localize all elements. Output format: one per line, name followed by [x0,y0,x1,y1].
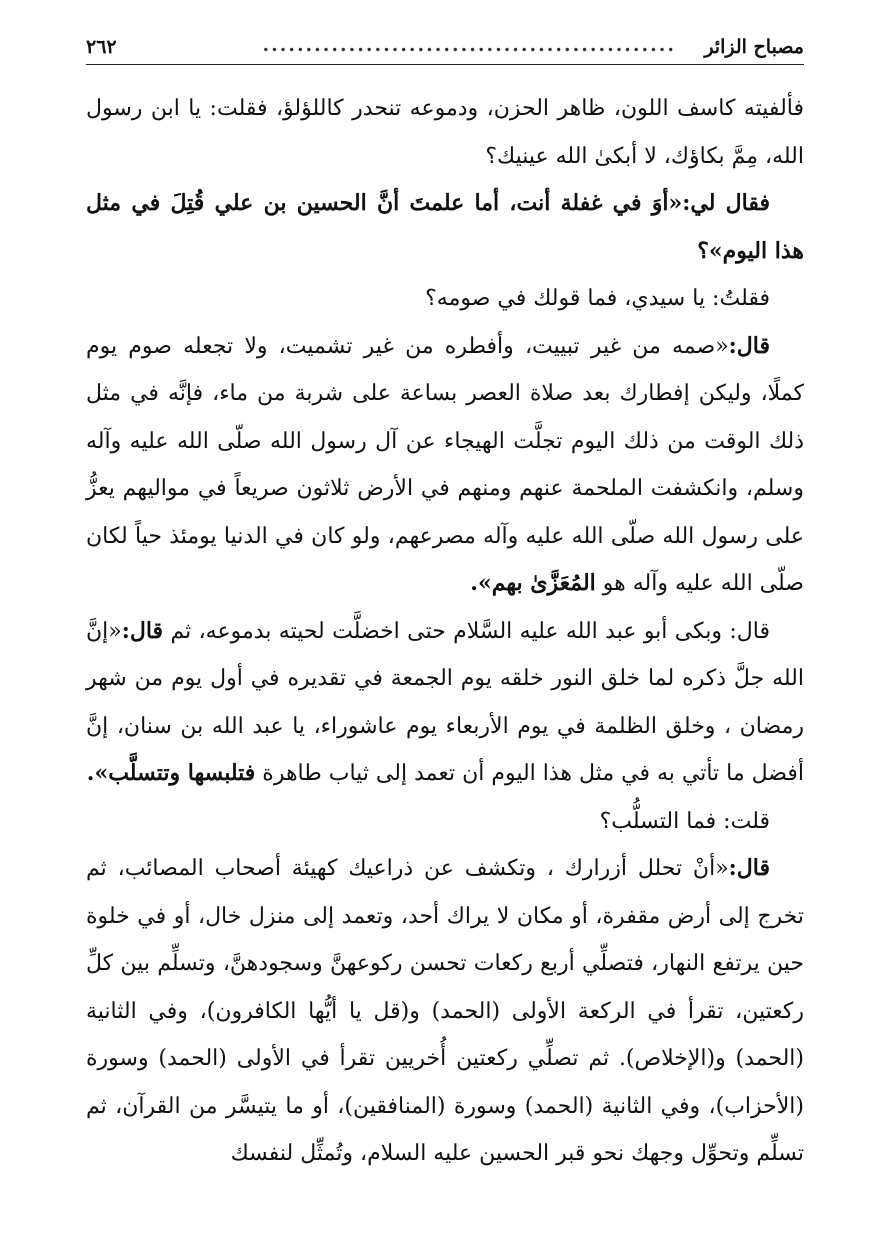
book-title: مصباح الزائر [704,36,804,58]
quote-text: «صمه من غير تبييت، وأفطره من غير تشميت، ولا تجعله صوم يوم كملًا، وليكن إفطارك بعد صلاة العصر بساعة على شربة من ماء، فإنَّه في مثل ذلك الوقت من ذلك اليوم تجلَّت الهيجاء عن آل رسول الله صلّى الله عليه وآله وسلم، وانكشفت الملحمة عنهم ومنهم في الأرض ثلاثون صريعاً في مواليهم يعزُّ على رسول الله صلّى الله عليه وآله مصرعهم، ولو كان في الدنيا يومئذ حياً لكان صلّى الله عليه وآله هو [86,333,804,596]
paragraph-4 [86,323,804,608]
paragraph-6: قلت: فما التسلُّب؟ [599,808,770,834]
quote-ending: فتلبسها وتتسلَّب». [86,760,256,786]
speaker-label: قال: [728,332,770,359]
paragraph-3: فقلتُ: يا سيدي، فما قولك في صومه؟ [425,286,770,311]
page-body [86,85,804,1178]
quote-text: «أوَ في غفلة أنت، أما علمتَ أنَّ الحسين بن علي قُتِلَ في مثل هذا اليوم»؟ [86,190,804,264]
dot-leader: ................................................ [262,34,676,56]
quote-text: «أنْ تحلل أزرارك ، وتكشف عن ذراعيك كهيئة أصحاب المصائب، ثم تخرج إلى أرض مقفرة، أو مكان لا يراك أحد، وتعمد إلى منزل خال، أو في خلوة حين يرتفع النهار، فتصلِّي أربع ركعات تحسن ركوعهنَّ وسجودهنَّ، وتسلِّم بين كلِّ ركعتين، تقرأ في الركعة الأولى (الحمد) و(قل يا أيُّها الكافرون)، وفي الثانية (الحمد) و(الإخلاص). ثم تصلِّي ركعتين أُخريين تقرأ في الأولى (الحمد) وسورة (الأحزاب)، وفي الثانية (الحمد) وسورة (المنافقين)، أو ما يتيسَّر من القرآن، ثم تسلِّم وتحوِّل وجهك نحو قبر الحسين عليه السلام، وتُمثِّل لنفسك [86,856,804,1166]
running-head [86,30,804,65]
book-page [86,30,804,1178]
speaker-label: قال: [728,855,770,881]
quote-text: «إنَّ الله جلَّ ذكره لما خلق النور خلقه يوم الجمعة في تقديره في أول يوم من شهر رمضان ، وخلق الظلمة في يوم الأربعاء يوم عاشوراء، يا عبد الله بن سنان، إنَّ أفضل ما تأتي به في مثل هذا اليوم أن تعمد إلى ثياب طاهرة [86,618,804,786]
page-number: ٢٦٢ [86,36,117,58]
quote-ending: المُعَزَّىٰ بهم». [470,570,596,596]
speaker-label: فقال لي: [682,190,770,216]
narration-text: قال: وبكى أبو عبد الله عليه السَّلام حتى اخضلَّت لحيته بدموعه، ثم [170,618,770,644]
paragraph-2 [86,180,804,275]
paragraph-1: فألفيته كاسف اللون، ظاهر الحزن، ودموعه تنحدر كاللؤلؤ، فقلت: يا ابن رسول الله، مِمَّ بكاؤك، لا أبكىٰ الله عينيك؟ [86,96,804,169]
paragraph-5 [86,608,804,798]
speaker-label: قال: [121,617,164,644]
paragraph-7 [86,845,804,1178]
